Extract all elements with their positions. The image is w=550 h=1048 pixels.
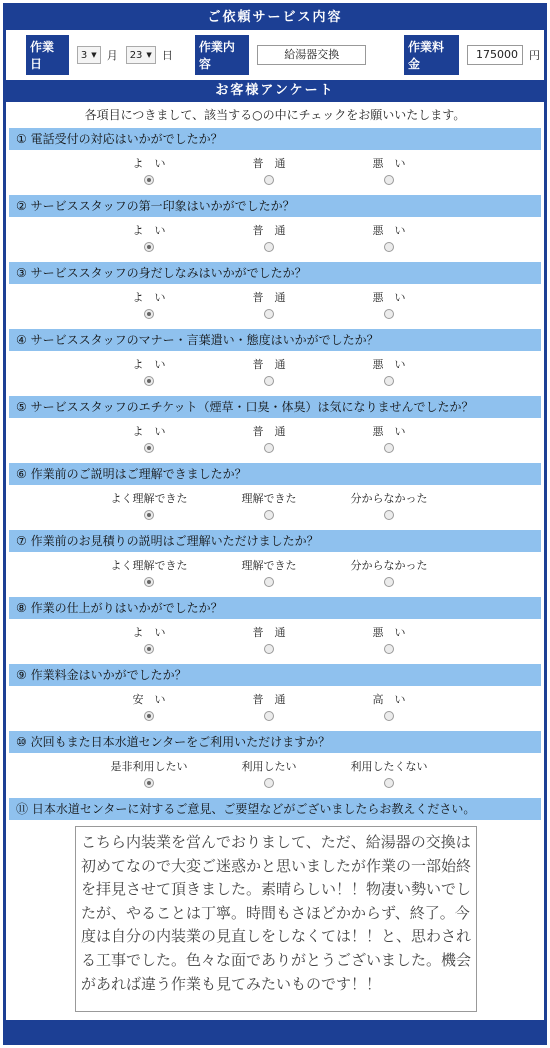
radio-button[interactable] — [144, 711, 154, 721]
answer-option — [209, 686, 329, 731]
day-value: 23 — [129, 49, 143, 61]
option-label: 悪 い — [372, 358, 406, 371]
chevron-down-icon: ▼ — [91, 51, 97, 59]
day-unit: 日 — [161, 49, 173, 62]
question-title: ⑦ 作業前のお見積りの説明はご理解いただけましたか？ — [9, 530, 541, 552]
radio-button[interactable] — [384, 577, 394, 587]
service-header: ご依頼サービス内容 — [6, 6, 544, 30]
radio-button[interactable] — [384, 309, 394, 319]
radio-button[interactable] — [264, 644, 274, 654]
answer-option — [329, 284, 449, 329]
radio-button[interactable] — [144, 778, 154, 788]
answer-options — [9, 150, 541, 195]
answer-option — [209, 552, 329, 597]
option-label: 理解できた — [241, 492, 297, 505]
option-label: 高 い — [372, 693, 406, 706]
survey-question — [9, 396, 541, 463]
question-title: ③ サービススタッフの身だしなみはいかがでしたか？ — [9, 262, 541, 284]
survey-question — [9, 597, 541, 664]
content-field[interactable]: 給湯器交換 — [257, 45, 366, 65]
radio-button[interactable] — [264, 443, 274, 453]
option-label: よ い — [132, 358, 166, 371]
radio-button[interactable] — [264, 778, 274, 788]
answer-option — [329, 485, 449, 530]
answer-option — [89, 217, 209, 262]
radio-button[interactable] — [264, 376, 274, 386]
answer-option — [89, 552, 209, 597]
radio-button[interactable] — [384, 443, 394, 453]
survey-question — [9, 128, 541, 195]
question-title: ⑥ 作業前のご説明はご理解できましたか？ — [9, 463, 541, 485]
survey-form — [3, 3, 547, 1045]
service-details-row — [6, 30, 544, 80]
radio-button[interactable] — [384, 711, 394, 721]
radio-button[interactable] — [264, 242, 274, 252]
option-label: 利用したくない — [350, 760, 428, 773]
answer-options — [9, 217, 541, 262]
answer-option — [209, 150, 329, 195]
radio-button[interactable] — [264, 175, 274, 185]
answer-option — [89, 686, 209, 731]
option-label: よく理解できた — [110, 559, 188, 572]
answer-options — [9, 753, 541, 798]
option-label: 普 通 — [252, 157, 286, 170]
option-label: 悪 い — [372, 157, 406, 170]
answer-options — [9, 686, 541, 731]
option-label: 安 い — [132, 693, 166, 706]
option-label: 分からなかった — [350, 492, 428, 505]
radio-button[interactable] — [144, 510, 154, 520]
radio-button[interactable] — [144, 242, 154, 252]
answer-option — [329, 686, 449, 731]
option-label: 普 通 — [252, 626, 286, 639]
option-label: 是非利用したい — [110, 760, 188, 773]
radio-button[interactable] — [384, 778, 394, 788]
answer-option — [329, 150, 449, 195]
radio-button[interactable] — [384, 644, 394, 654]
answer-option — [209, 284, 329, 329]
fee-unit: 円 — [529, 49, 541, 62]
option-label: よ い — [132, 224, 166, 237]
answer-option — [329, 753, 449, 798]
survey-question — [9, 329, 541, 396]
option-label: 悪 い — [372, 626, 406, 639]
survey-question — [9, 463, 541, 530]
fee-label: 作業料金 — [404, 35, 459, 75]
question-title: ② サービススタッフの第一印象はいかがでしたか？ — [9, 195, 541, 217]
option-label: よ い — [132, 157, 166, 170]
option-label: 悪 い — [372, 291, 406, 304]
radio-button[interactable] — [384, 175, 394, 185]
answer-option — [209, 485, 329, 530]
option-label: 悪 い — [372, 224, 406, 237]
fee-field[interactable]: 175000 — [467, 45, 523, 65]
option-label: 悪 い — [372, 425, 406, 438]
comment-textarea[interactable]: こちら内装業を営んでおりまして、ただ、給湯器の交換は初めてなので大変ご迷惑かと思いましたが作業の一部始終を拝見させて頂きました。素晴らしい！！物凄い勢いでしたが、やることは丁寧。時間もさほどかからず、終了。今度は自分の内装業の見直しをしなくては！！と、思わされる工事でした。色々な面でありがとうございました。機会があれば違う作業も見てみたいものです！！ — [75, 826, 477, 1012]
answer-option — [209, 351, 329, 396]
radio-button[interactable] — [264, 577, 274, 587]
answer-option — [329, 418, 449, 463]
answer-option — [329, 552, 449, 597]
footer-bar — [6, 1020, 544, 1042]
comment-question — [9, 798, 541, 1018]
option-label: 普 通 — [252, 425, 286, 438]
option-label: 理解できた — [241, 559, 297, 572]
answer-option — [209, 217, 329, 262]
option-label: 普 通 — [252, 291, 286, 304]
survey-instruction: 各項目につきまして、該当する○の中にチェックをお願いいたします。 — [84, 108, 466, 122]
option-label: 普 通 — [252, 693, 286, 706]
question-title: ⑨ 作業料金はいかがでしたか？ — [9, 664, 541, 686]
answer-options — [9, 418, 541, 463]
answer-option — [89, 485, 209, 530]
answer-option — [89, 284, 209, 329]
answer-option — [209, 619, 329, 664]
month-value: 3 — [80, 49, 88, 61]
radio-button[interactable] — [384, 510, 394, 520]
option-label: 普 通 — [252, 358, 286, 371]
option-label: 普 通 — [252, 224, 286, 237]
survey-question — [9, 195, 541, 262]
answer-options — [9, 284, 541, 329]
radio-button[interactable] — [144, 443, 154, 453]
answer-option — [329, 217, 449, 262]
survey-header: お客様アンケート — [6, 80, 544, 102]
question-title: ⑧ 作業の仕上がりはいかがでしたか？ — [9, 597, 541, 619]
option-label: よ い — [132, 425, 166, 438]
radio-button[interactable] — [144, 175, 154, 185]
answer-option — [89, 418, 209, 463]
question-title: ⑩ 次回もまた日本水道センターをご利用いただけますか？ — [9, 731, 541, 753]
answer-option — [329, 351, 449, 396]
month-select[interactable] — [77, 46, 101, 64]
question-title: ① 電話受付の対応はいかがでしたか？ — [9, 128, 541, 150]
answer-option — [209, 753, 329, 798]
radio-button[interactable] — [384, 376, 394, 386]
survey-question — [9, 731, 541, 798]
chevron-down-icon: ▼ — [146, 51, 152, 59]
question-list — [6, 128, 544, 798]
radio-button[interactable] — [144, 644, 154, 654]
answer-option — [89, 351, 209, 396]
option-label: 利用したい — [241, 760, 297, 773]
question-title: ④ サービススタッフのマナー・言葉遣い・態度はいかがでしたか？ — [9, 329, 541, 351]
content-label: 作業内容 — [195, 35, 250, 75]
radio-button[interactable] — [384, 242, 394, 252]
survey-question — [9, 530, 541, 597]
answer-option — [209, 418, 329, 463]
option-label: よく理解できた — [110, 492, 188, 505]
radio-button[interactable] — [264, 510, 274, 520]
radio-button[interactable] — [144, 577, 154, 587]
survey-question — [9, 262, 541, 329]
answer-option — [89, 753, 209, 798]
answer-options — [9, 619, 541, 664]
option-label: よ い — [132, 291, 166, 304]
date-label: 作業日 — [26, 35, 69, 75]
answer-option — [89, 150, 209, 195]
radio-button[interactable] — [144, 309, 154, 319]
answer-options — [9, 552, 541, 597]
option-label: よ い — [132, 626, 166, 639]
month-unit: 月 — [106, 49, 118, 62]
option-label: 分からなかった — [350, 559, 428, 572]
question-title: ⑤ サービススタッフのエチケット（煙草・口臭・体臭）は気になりませんでしたか？ — [9, 396, 541, 418]
answer-options — [9, 485, 541, 530]
day-select[interactable] — [126, 46, 156, 64]
radio-button[interactable] — [264, 309, 274, 319]
radio-button[interactable] — [144, 376, 154, 386]
answer-option — [89, 619, 209, 664]
answer-option — [329, 619, 449, 664]
survey-question — [9, 664, 541, 731]
question-title: ⑪ 日本水道センターに対するご意見、ご要望などがございましたらお教えください。 — [9, 798, 541, 820]
answer-options — [9, 351, 541, 396]
radio-button[interactable] — [264, 711, 274, 721]
